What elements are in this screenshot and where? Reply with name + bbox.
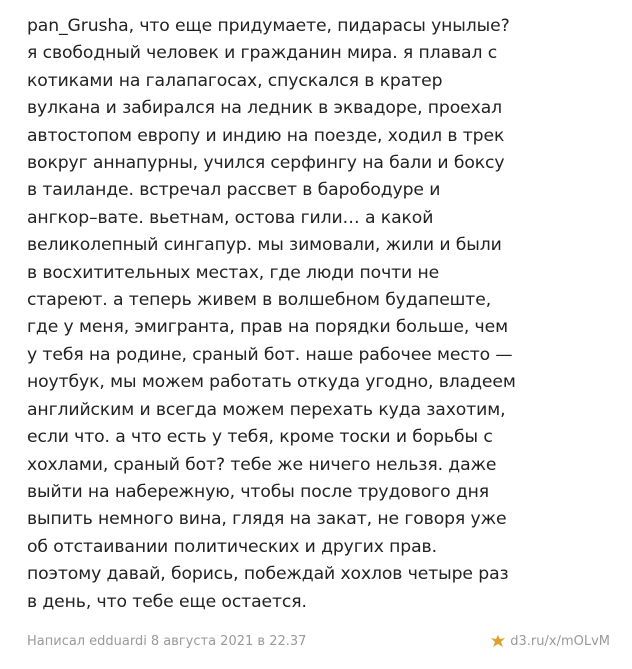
- d3-logo-icon: [490, 634, 506, 648]
- short-link-group[interactable]: [490, 634, 610, 649]
- post-byline: [27, 634, 306, 649]
- post-date-link[interactable]: 8 августа 2021 в 22.37: [150, 633, 307, 649]
- short-link[interactable]: d3.ru/x/mOLvM: [510, 633, 610, 649]
- post-text: pan_Grusha, что еще придумаете, пидарасы унылые? я свободный человек и гражданин мира. я плавал с котиками на галапагосах, спускался в кратер вулкана и забирался на ледник в эквадоре, проехал автостопом европу и индию на поезде, ходил в трек вокруг аннапурны, учился серфингу на бали и боксу в таиланде. встречал рассвет в барободуре и ангкор–вате. вьетнам, остова гили… а какой великолепный сингапур. мы зимовали, жили и были в восхитительных местах, где люди почти не стареют. а теперь живем в волшебном будапеште, где у меня, эмигранта, прав на порядки больше, чем у тебя на родине, сраный бот. наше рабочее место — ноутбук, мы можем работать откуда угодно, владеем английским и всегда можем перехать куда захотим, если что. а что есть у тебя, кроме тоски и борьбы с хохлами, сраный бот? тебе же ничего нельзя. даже выйти на набережную, чтобы после трудового дня выпить немного вина, глядя на закат, не говоря уже об отстаивании политических и других прав. поэтому давай, борись, побеждай хохлов четыре раз в день, что тебе еще остается.: [27, 16, 516, 612]
- author-link[interactable]: edduardi: [89, 633, 147, 649]
- post-footer: [27, 629, 610, 653]
- byline-prefix: Написал: [27, 633, 86, 649]
